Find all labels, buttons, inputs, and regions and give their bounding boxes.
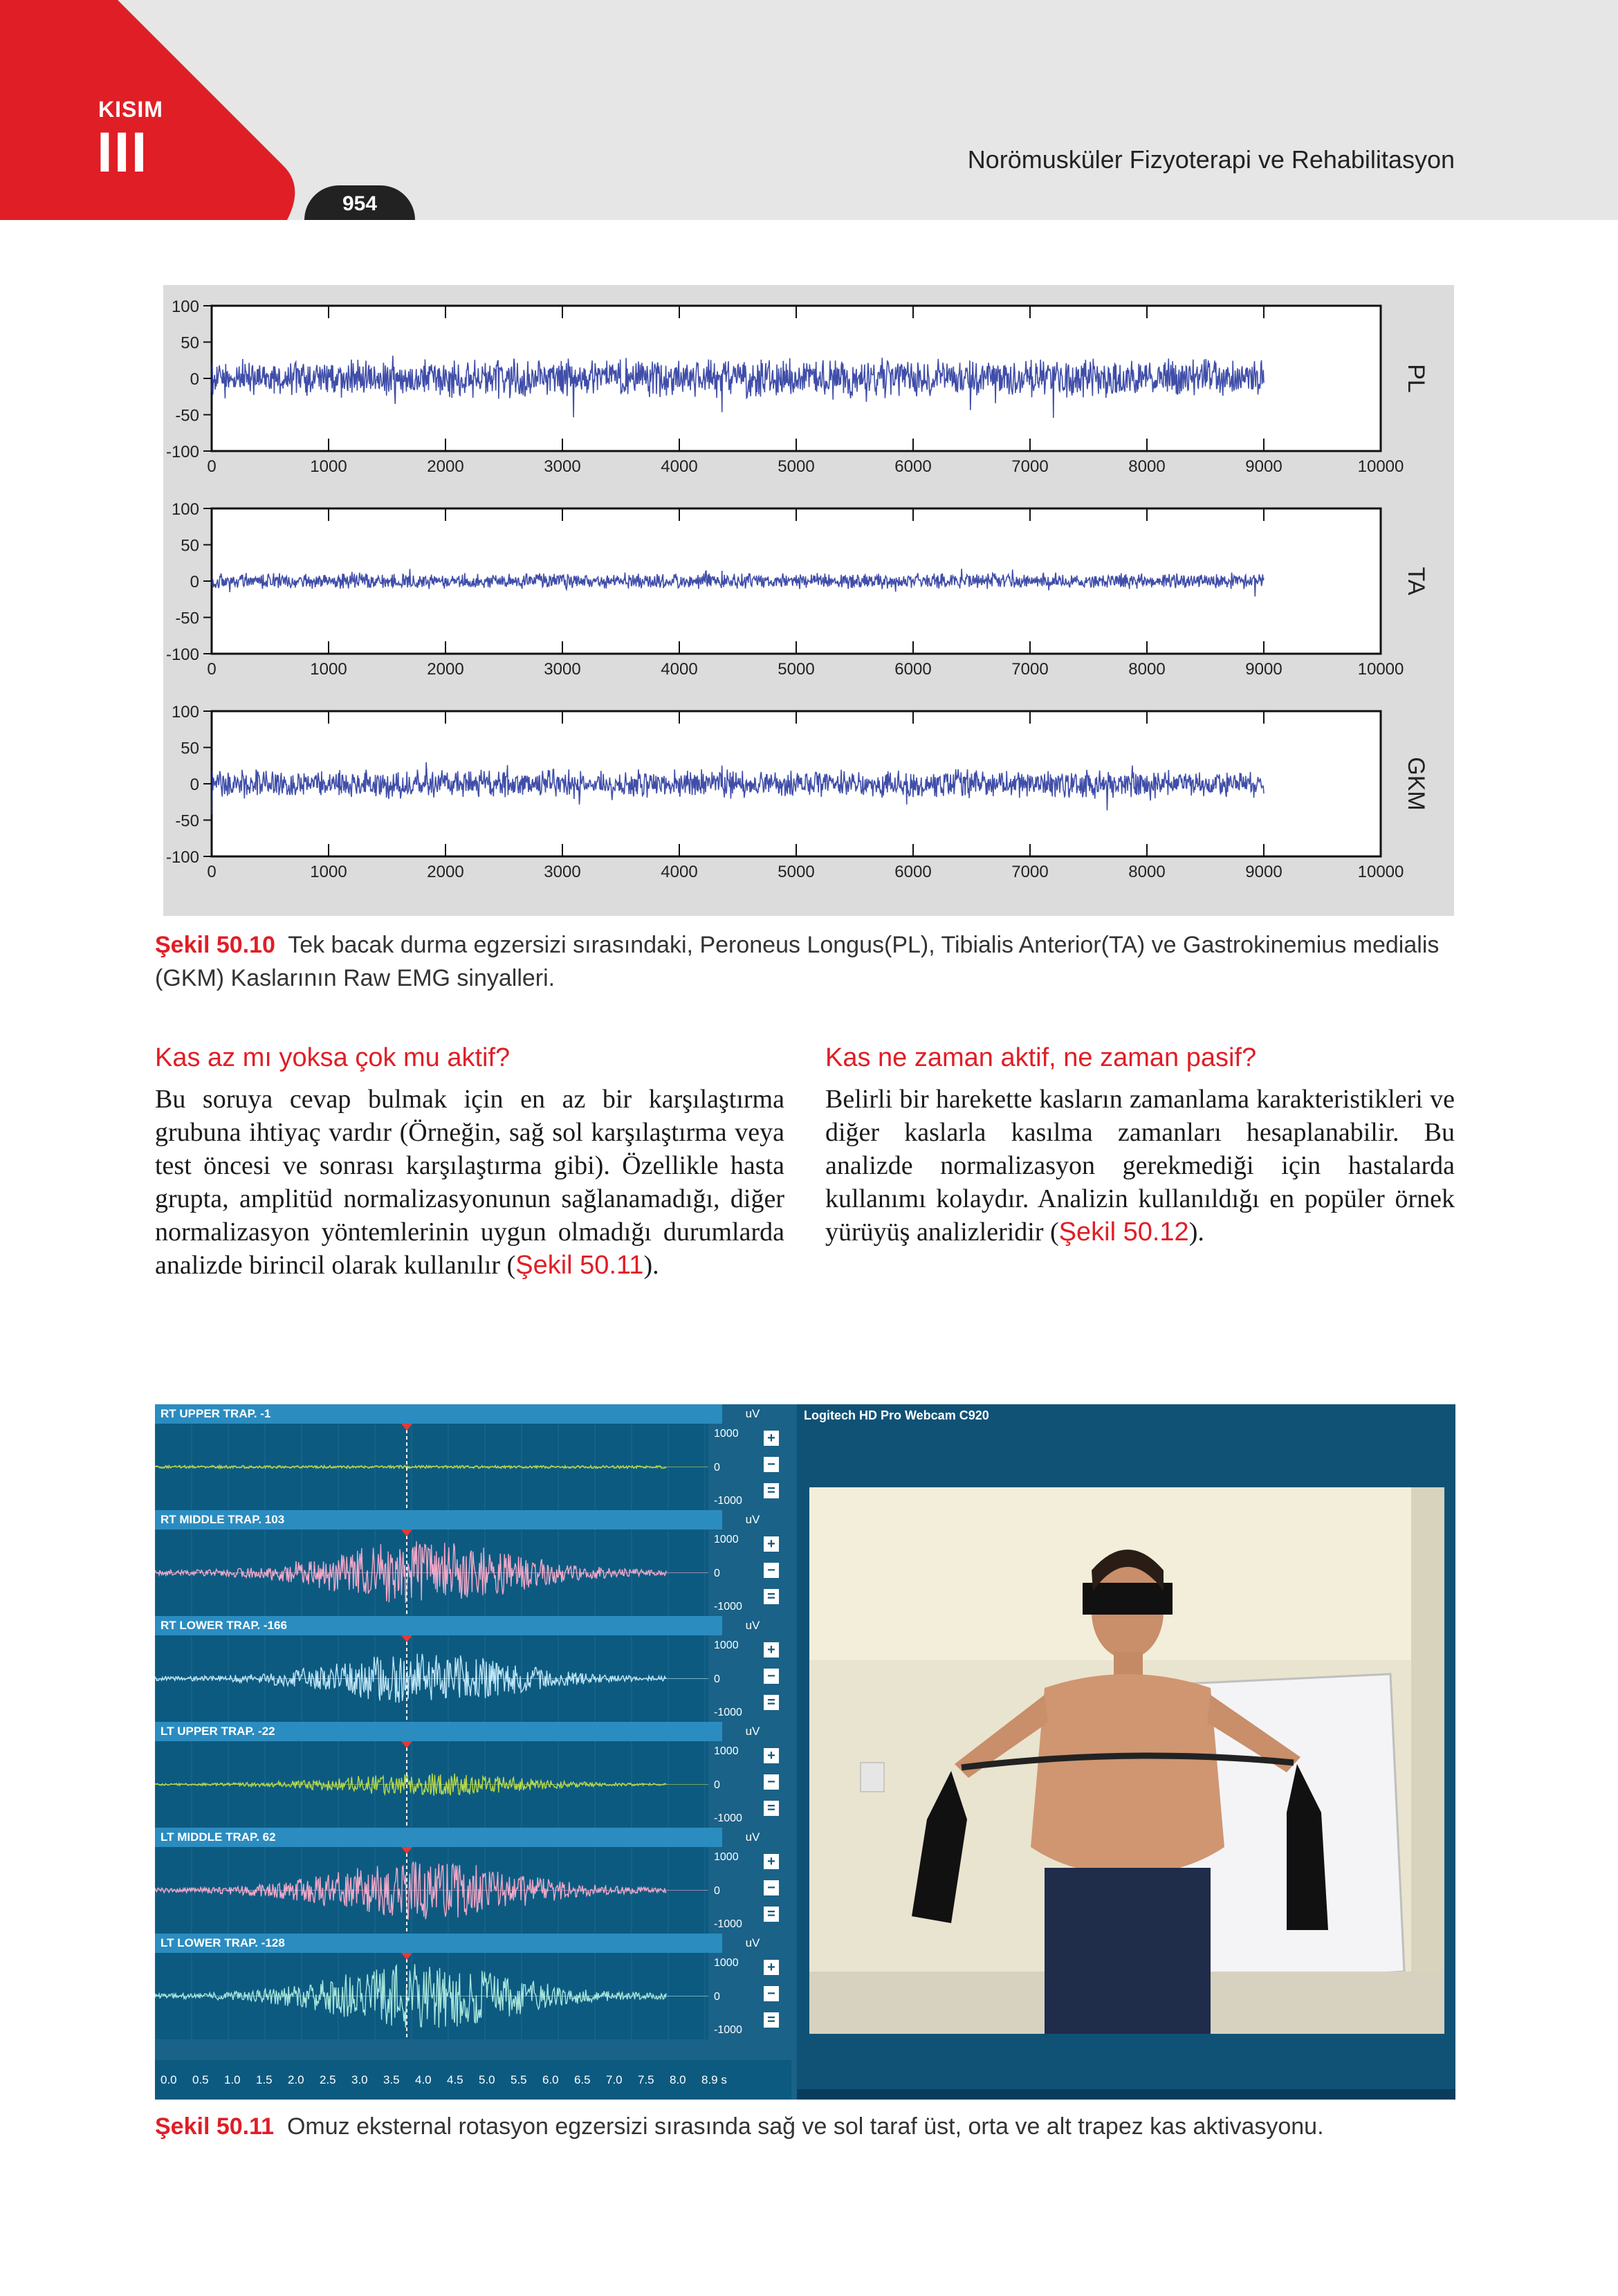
scale-decrease-button[interactable]: − bbox=[764, 1774, 779, 1790]
x-tick-label: 10000 bbox=[1357, 457, 1404, 476]
scale-increase-button[interactable]: + bbox=[764, 1536, 779, 1552]
scale-label: 0 bbox=[714, 1461, 720, 1473]
cursor-marker bbox=[401, 1530, 412, 1536]
time-tick-label: 8.0 bbox=[670, 2073, 686, 2086]
scale-reset-button[interactable]: = bbox=[764, 1695, 779, 1710]
camera-panel bbox=[797, 1404, 1455, 2100]
right-section-heading: Kas ne zaman aktif, ne zaman pasif? bbox=[825, 1043, 1257, 1072]
scale-label: 1000 bbox=[714, 1534, 739, 1545]
y-tick-label: -100 bbox=[165, 645, 199, 664]
x-tick-label: 8000 bbox=[1128, 863, 1166, 881]
time-tick-label: 0.5 bbox=[192, 2073, 209, 2086]
time-tick-label: 3.0 bbox=[351, 2073, 368, 2086]
x-tick-label: 5000 bbox=[778, 457, 815, 476]
channel-waveform bbox=[155, 1741, 708, 1828]
part-label: KISIM bbox=[98, 97, 163, 122]
ref-figure-50-12[interactable]: Şekil 50.12 bbox=[1058, 1218, 1189, 1247]
x-tick-label: 9000 bbox=[1245, 863, 1283, 881]
emg-raw-charts bbox=[163, 285, 1454, 916]
x-tick-label: 5000 bbox=[778, 863, 815, 881]
x-tick-label: 7000 bbox=[1011, 660, 1049, 679]
x-tick-label: 3000 bbox=[544, 457, 581, 476]
scale-label: 0 bbox=[714, 1990, 720, 2003]
y-tick-label: -100 bbox=[165, 443, 199, 461]
scale-decrease-button[interactable]: − bbox=[764, 1986, 779, 2001]
x-tick-label: 3000 bbox=[544, 660, 581, 679]
x-tick-label: 0 bbox=[207, 863, 217, 881]
time-tick-label: 8.9 s bbox=[701, 2073, 727, 2086]
time-tick-label: 7.5 bbox=[638, 2073, 654, 2086]
time-tick-label: 5.0 bbox=[479, 2073, 495, 2086]
series-side-label: GKM bbox=[1403, 757, 1429, 811]
scale-label: 1000 bbox=[714, 1428, 739, 1440]
scale-decrease-button[interactable]: − bbox=[764, 1669, 779, 1684]
time-tick-label: 5.5 bbox=[511, 2073, 527, 2086]
channel-header: RT MIDDLE TRAP. 103 bbox=[155, 1510, 722, 1530]
x-tick-label: 4000 bbox=[661, 457, 698, 476]
channel-header: RT LOWER TRAP. -166 bbox=[155, 1616, 722, 1635]
series-side-label: PL bbox=[1403, 364, 1429, 393]
x-tick-label: 9000 bbox=[1245, 457, 1283, 476]
x-tick-label: 7000 bbox=[1011, 863, 1049, 881]
channel-waveform-area bbox=[155, 1953, 708, 2039]
x-tick-label: 6000 bbox=[894, 863, 932, 881]
x-tick-label: 6000 bbox=[894, 457, 932, 476]
right-paragraph-text: Belirli bir harekette kasların zamanlama karakteristikleri ve diğer kaslarla kasılma zamanları hesaplanabilir. Bu analizde normalizasyon gerekmediği için hastalarda kullanımı kolaydır. Analizin kullanıldığı en popüler örnek yürüyüş analizleridir ( bbox=[825, 1085, 1455, 1247]
x-tick-label: 3000 bbox=[544, 863, 581, 881]
time-tick-label: 3.5 bbox=[383, 2073, 400, 2086]
scale-label: 1000 bbox=[714, 1640, 739, 1651]
cursor-marker bbox=[401, 1424, 412, 1431]
y-tick-label: 0 bbox=[190, 775, 199, 794]
channel-waveform bbox=[155, 1530, 708, 1616]
time-tick-label: 4.5 bbox=[447, 2073, 463, 2086]
scale-label: -1000 bbox=[714, 1495, 742, 1507]
emg-chart-GKM bbox=[166, 703, 1429, 881]
left-section-heading: Kas az mı yoksa çok mu aktif? bbox=[155, 1043, 511, 1072]
x-tick-label: 6000 bbox=[894, 660, 932, 679]
figure2-caption bbox=[155, 2110, 1455, 2143]
x-tick-label: 10000 bbox=[1357, 863, 1404, 881]
channel-unit: uV bbox=[745, 1407, 760, 1420]
emg-software-screenshot bbox=[155, 1404, 1455, 2100]
left-section-paragraph bbox=[155, 1083, 784, 1282]
y-tick-label: 0 bbox=[190, 370, 199, 389]
emg-raw-figure bbox=[163, 285, 1454, 916]
channel-waveform bbox=[155, 1847, 708, 1934]
channel-waveform-area bbox=[155, 1424, 708, 1510]
scale-label: -1000 bbox=[714, 1707, 742, 1718]
time-tick-label: 2.0 bbox=[288, 2073, 304, 2086]
x-tick-label: 0 bbox=[207, 457, 217, 476]
figure1-caption-number: Şekil 50.10 bbox=[155, 932, 275, 958]
channel-waveform-area bbox=[155, 1847, 708, 1934]
channel-unit: uV bbox=[745, 1513, 760, 1526]
series-side-label: TA bbox=[1403, 567, 1429, 596]
y-tick-label: 100 bbox=[171, 297, 199, 316]
channel-header: LT MIDDLE TRAP. 62 bbox=[155, 1828, 722, 1847]
time-axis bbox=[155, 2060, 791, 2100]
scale-decrease-button[interactable]: − bbox=[764, 1880, 779, 1895]
scale-increase-button[interactable]: + bbox=[764, 1960, 779, 1975]
scale-label: 0 bbox=[714, 1567, 720, 1579]
cursor-marker bbox=[401, 1741, 412, 1748]
channel-unit: uV bbox=[745, 1830, 760, 1844]
right-column bbox=[825, 1043, 1455, 1249]
time-tick-label: 7.0 bbox=[606, 2073, 623, 2086]
channel-waveform-area bbox=[155, 1635, 708, 1722]
scale-increase-button[interactable]: + bbox=[764, 1642, 779, 1657]
x-tick-label: 4000 bbox=[661, 863, 698, 881]
time-tick-label: 6.0 bbox=[542, 2073, 559, 2086]
x-tick-label: 7000 bbox=[1011, 457, 1049, 476]
y-tick-label: 50 bbox=[181, 739, 199, 758]
scale-decrease-button[interactable]: − bbox=[764, 1563, 779, 1578]
emg-channel-panel bbox=[155, 1404, 791, 2100]
left-paragraph-text: Bu soruya cevap bulmak için en az bir karşılaştırma grubuna ihtiyaç vardır (Örneğin, sağ sol karşılaştırma veya test öncesi ve sonrası karşılaştırma gibi). Özellikle hasta grupta, amplitüd normalizasyonunun sağlanamadığı, diğer normalizasyon yöntemlerinin uygun olmadığı durumlarda analizde birincil olarak kullanılır ( bbox=[155, 1085, 784, 1280]
channel-waveform-area bbox=[155, 1530, 708, 1616]
scale-reset-button[interactable]: = bbox=[764, 1801, 779, 1816]
channel-header: LT LOWER TRAP. -128 bbox=[155, 1934, 722, 1953]
x-tick-label: 10000 bbox=[1357, 660, 1404, 679]
left-paragraph-end: ). bbox=[643, 1251, 659, 1280]
cursor-marker bbox=[401, 1635, 412, 1642]
scale-label: 0 bbox=[714, 1673, 720, 1685]
channel-signal bbox=[155, 1862, 666, 1920]
time-tick-label: 0.0 bbox=[160, 2073, 177, 2086]
x-tick-label: 4000 bbox=[661, 660, 698, 679]
channel-signal bbox=[155, 1654, 666, 1703]
y-tick-label: -100 bbox=[165, 848, 199, 867]
figure2-caption-number: Şekil 50.11 bbox=[155, 2113, 275, 2140]
scale-label: 1000 bbox=[714, 1957, 739, 1969]
x-tick-label: 9000 bbox=[1245, 660, 1283, 679]
channel-unit: uV bbox=[745, 1725, 760, 1738]
time-axis-bg bbox=[155, 2060, 791, 2100]
x-tick-label: 1000 bbox=[310, 660, 347, 679]
channel-unit: uV bbox=[745, 1936, 760, 1949]
cursor-marker bbox=[401, 1847, 412, 1854]
camera-status-bar bbox=[797, 2089, 1455, 2100]
x-tick-label: 2000 bbox=[427, 457, 464, 476]
channel-signal bbox=[155, 1541, 666, 1603]
x-tick-label: 1000 bbox=[310, 457, 347, 476]
channel-unit: uV bbox=[745, 1619, 760, 1632]
scale-label: -1000 bbox=[714, 1918, 742, 1930]
y-tick-label: 0 bbox=[190, 573, 199, 591]
x-tick-label: 1000 bbox=[310, 863, 347, 881]
channel-header: LT UPPER TRAP. -22 bbox=[155, 1722, 722, 1741]
scale-reset-button[interactable]: = bbox=[764, 1589, 779, 1604]
scale-increase-button[interactable]: + bbox=[764, 1748, 779, 1763]
y-tick-label: 50 bbox=[181, 333, 199, 353]
part-number: III bbox=[97, 121, 149, 184]
scale-label: 1000 bbox=[714, 1851, 739, 1863]
time-tick-label: 1.0 bbox=[224, 2073, 241, 2086]
emg-chart-PL bbox=[166, 297, 1429, 476]
x-tick-label: 2000 bbox=[427, 863, 464, 881]
y-tick-label: -50 bbox=[175, 406, 199, 425]
x-tick-label: 2000 bbox=[427, 660, 464, 679]
scale-label: -1000 bbox=[714, 2024, 742, 2036]
y-tick-label: -50 bbox=[175, 811, 199, 831]
channel-waveform bbox=[155, 1424, 708, 1510]
y-tick-label: 50 bbox=[181, 536, 199, 555]
x-tick-label: 0 bbox=[207, 660, 217, 679]
right-paragraph-end: ). bbox=[1188, 1218, 1204, 1247]
scale-reset-button[interactable]: = bbox=[764, 2012, 779, 2028]
ref-figure-50-11[interactable]: Şekil 50.11 bbox=[515, 1251, 644, 1280]
scale-increase-button[interactable]: + bbox=[764, 1431, 779, 1446]
right-section-paragraph bbox=[825, 1083, 1455, 1249]
scale-decrease-button[interactable]: − bbox=[764, 1457, 779, 1472]
x-tick-label: 5000 bbox=[778, 660, 815, 679]
time-tick-label: 1.5 bbox=[256, 2073, 273, 2086]
emg-chart-TA bbox=[166, 500, 1429, 679]
scale-label: -1000 bbox=[714, 1812, 742, 1824]
scale-increase-button[interactable]: + bbox=[764, 1854, 779, 1869]
time-tick-label: 4.0 bbox=[415, 2073, 432, 2086]
scale-label: 0 bbox=[714, 1884, 720, 1897]
book-title: Norömusküler Fizyoterapi ve Rehabilitasyon bbox=[967, 145, 1455, 174]
x-tick-label: 8000 bbox=[1128, 457, 1166, 476]
figure1-caption bbox=[155, 928, 1455, 995]
channel-waveform bbox=[155, 1953, 708, 2039]
scale-reset-button[interactable]: = bbox=[764, 1483, 779, 1498]
scale-label: 0 bbox=[714, 1779, 720, 1791]
figure1-caption-text: Tek bacak durma egzersizi sırasındaki, Peroneus Longus(PL), Tibialis Anterior(TA) ve Gastrokinemius medialis (GKM) Kaslarının Raw EMG sinyalleri. bbox=[155, 932, 1440, 991]
time-tick-label: 6.5 bbox=[574, 2073, 591, 2086]
y-tick-label: 100 bbox=[171, 500, 199, 519]
channel-waveform bbox=[155, 1635, 708, 1722]
left-column bbox=[155, 1043, 784, 1282]
y-tick-label: -50 bbox=[175, 609, 199, 628]
channel-waveform-area bbox=[155, 1741, 708, 1828]
cursor-marker bbox=[401, 1953, 412, 1960]
scale-reset-button[interactable]: = bbox=[764, 1907, 779, 1922]
camera-video-frame bbox=[809, 1487, 1444, 2034]
page-number: 954 bbox=[342, 192, 378, 215]
figure2-caption-text: Omuz eksternal rotasyon egzersizi sırasında sağ ve sol taraf üst, orta ve alt trapez kas aktivasyonu. bbox=[286, 2113, 1324, 2140]
time-tick-label: 2.5 bbox=[320, 2073, 336, 2086]
x-tick-label: 8000 bbox=[1128, 660, 1166, 679]
y-tick-label: 100 bbox=[171, 703, 199, 722]
channel-header: RT UPPER TRAP. -1 bbox=[155, 1404, 722, 1424]
scale-label: -1000 bbox=[714, 1601, 742, 1613]
camera-title: Logitech HD Pro Webcam C920 bbox=[804, 1408, 989, 1422]
scale-label: 1000 bbox=[714, 1745, 739, 1757]
